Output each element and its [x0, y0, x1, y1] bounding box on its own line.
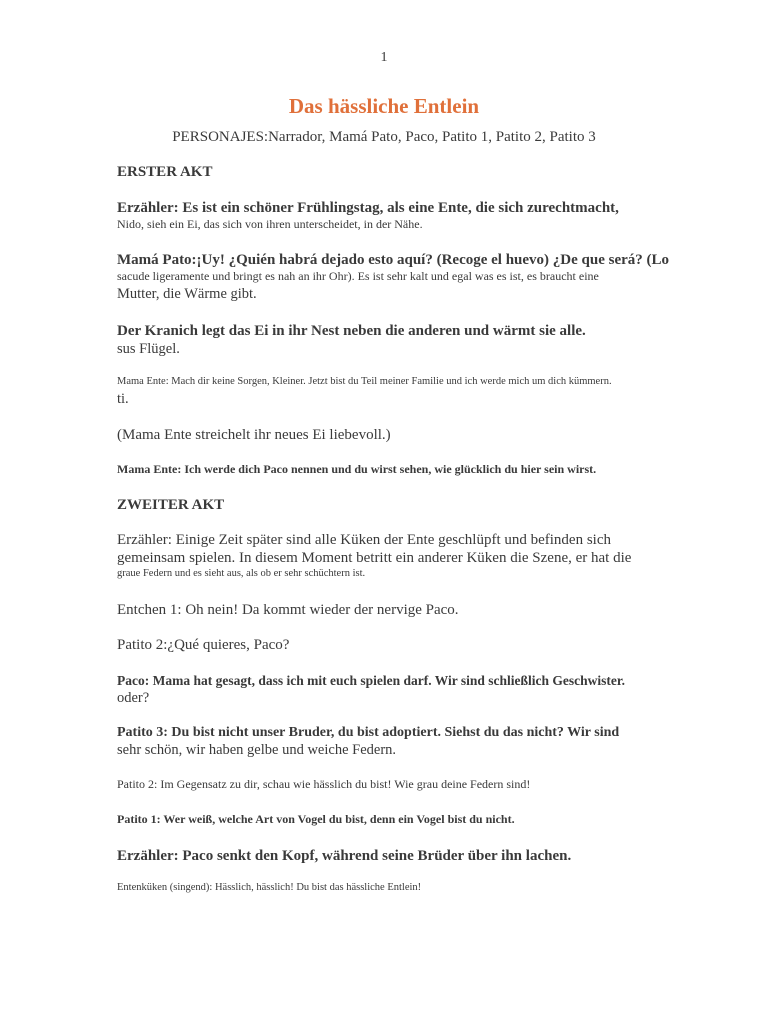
act2-p4-line1: Paco: Mama hat gesagt, dass ich mit euch spielen darf. Wir sind schließlich Geschwister.	[117, 673, 626, 688]
act2-p1-line2: gemeinsam spielen. In diesem Moment betritt ein anderer Küken die Szene, er hat die	[117, 550, 632, 566]
act1-p2-line1: Mamá Pato:¡Uy! ¿Quién habrá dejado esto aquí? (Recoge el huevo) ¿De que será? (Lo	[117, 252, 670, 268]
act1-paragraph-1	[117, 199, 707, 232]
page-number: 1	[380, 50, 388, 65]
act2-paragraph-3: Patito 2:¿Qué quieres, Paco?	[117, 637, 290, 653]
act1-p3-line2: sus Flügel.	[117, 341, 180, 357]
act1-p4-line2: ti.	[117, 391, 129, 407]
act2-paragraph-7: Patito 1: Wer weiß, welche Art von Vogel du bist, denn ein Vogel bist du nicht.	[117, 812, 515, 826]
act2-p4-line2: oder?	[117, 690, 150, 706]
act1-paragraph-3	[117, 322, 707, 358]
act1-p4-line1: Mama Ente: Mach dir keine Sorgen, Kleiner. Jetzt bist du Teil meiner Familie und ich werde mich um dich kümmern.	[117, 376, 612, 387]
act2-p5-line1: Patito 3: Du bist nicht unser Bruder, du bist adoptiert. Siehst du das nicht? Wir sind	[117, 725, 620, 740]
act2-paragraph-1	[117, 531, 707, 580]
act2-heading: ZWEITER AKT	[117, 497, 225, 513]
personajes-line: PERSONAJES:Narrador, Mamá Pato, Paco, Patito 1, Patito 2, Patito 3	[172, 129, 596, 145]
act1-heading: ERSTER AKT	[117, 164, 213, 180]
act1-p2-line2: sacude ligeramente und bringt es nah an ihr Ohr). Es ist sehr kalt und egal was es ist, es braucht eine	[117, 269, 599, 283]
act1-paragraph-5: (Mama Ente streichelt ihr neues Ei liebevoll.)	[117, 427, 391, 443]
act2-p1-line3: graue Federn und es sieht aus, als ob er sehr schüchtern ist.	[117, 568, 366, 579]
act1-p2-line3: Mutter, die Wärme gibt.	[117, 286, 257, 302]
act1-p1-line1: Erzähler: Es ist ein schöner Frühlingstag, als eine Ente, die sich zurechtmacht,	[117, 200, 619, 216]
act1-p1-line2: Nido, sieh ein Ei, das sich von ihren unterscheidet, in der Nähe.	[117, 217, 423, 231]
act1-paragraph-2	[117, 251, 707, 304]
act1-p3-line1: Der Kranich legt das Ei in ihr Nest neben die anderen und wärmt sie alle.	[117, 323, 586, 339]
act2-paragraph-9: Entenküken (singend): Hässlich, hässlich! Du bist das hässliche Entlein!	[117, 882, 422, 893]
act2-paragraph-2: Entchen 1: Oh nein! Da kommt wieder der nervige Paco.	[117, 602, 459, 618]
act1-paragraph-6: Mama Ente: Ich werde dich Paco nennen und du wirst sehen, wie glücklich du hier sein wirst.	[117, 462, 597, 476]
act2-paragraph-4	[117, 672, 707, 708]
act1-paragraph-4	[117, 375, 707, 409]
act2-paragraph-6: Patito 2: Im Gegensatz zu dir, schau wie hässlich du bist! Wie grau deine Federn sind!	[117, 777, 531, 791]
act2-paragraph-5	[117, 724, 707, 760]
act2-paragraph-8: Erzähler: Paco senkt den Kopf, während seine Brüder über ihn lachen.	[117, 848, 572, 864]
act2-p1-line1: Erzähler: Einige Zeit später sind alle Küken der Ente geschlüpft und befinden sich	[117, 532, 611, 548]
act2-p5-line2: sehr schön, wir haben gelbe und weiche Federn.	[117, 742, 397, 758]
document-title: Das hässliche Entlein	[288, 94, 480, 118]
